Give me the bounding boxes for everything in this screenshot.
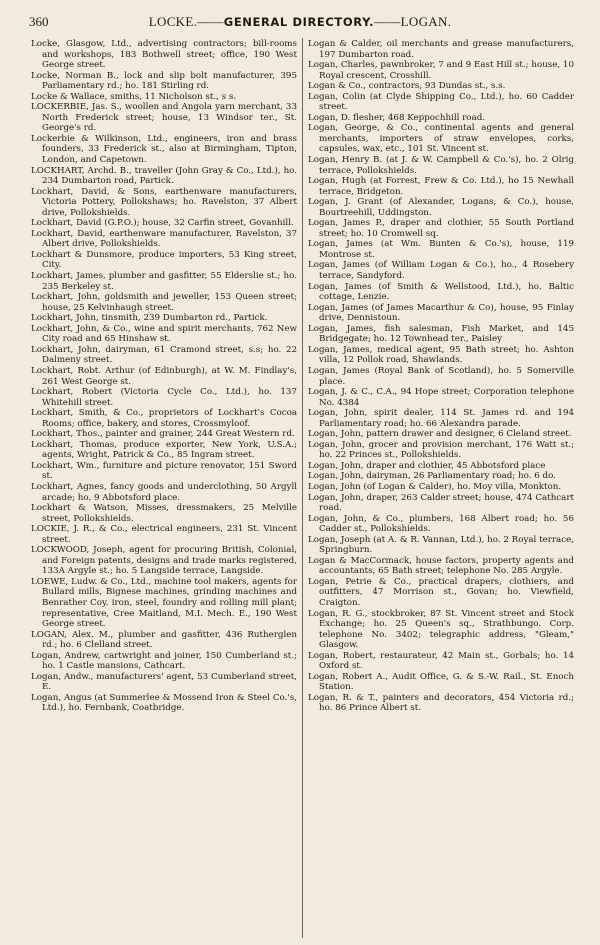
directory-entry: Logan, John, draper and clothier, 45 Abbotsford place [308, 460, 546, 471]
directory-entry: Logan, Robert A., Audit Office, G. & S.-W. Rail., St. Enoch Station. [308, 671, 574, 693]
directory-entry: Lockhart & Watson, Misses, dressmakers, 25 Melville street, Pollokshields. [31, 503, 297, 524]
directory-entry: Lockhart, John, goldsmith and jeweller, 153 Queen street; house, 25 Kelvinhaugh street. [31, 292, 297, 313]
directory-entry: Lockhart & Dunsmore, produce importers, 53 King street, City. [31, 249, 297, 271]
directory-entry: Lockhart, Robt. Arthur (of Edinburgh), at W. M. Findlay's, 261 West George st. [31, 365, 297, 387]
running-head [0, 14, 600, 30]
directory-entry: Locke, Norman B., lock and slip bolt manufacturer, 395 Parliamentary rd.; ho. 181 Stirling rd. [31, 70, 297, 92]
header-dash-left: —— [197, 14, 224, 29]
running-head-left: LOCKE. [148, 14, 198, 29]
directory-entry: Logan, James, medical agent, 95 Bath street; ho. Ashton villa, 12 Pollok road, Shawlands. [308, 344, 574, 366]
left-column [31, 39, 297, 941]
directory-entry: Logan, James, fish salesman, Fish Market, and 145 Bridgegate; ho. 12 Townhead ter., Paisley [308, 323, 574, 345]
directory-entry: Logan, John, grocer and provision merchant, 176 Watt st.; ho. 22 Princes st., Pollokshields. [308, 439, 574, 461]
directory-entry: Logan, R. G., stockbroker, 87 St. Vincent street and Stock Exchange; ho. 25 Queen's sq., Strathbungo. Corp. telephone No. 3402; telegraphic address, "Gleam," Glasgow. [308, 608, 574, 651]
directory-entry: Lockhart, John, & Co., wine and spirit merchants, 762 New City road and 65 Hinshaw st. [31, 323, 297, 345]
running-head-right: LOGAN. [400, 14, 452, 29]
directory-entry: Logan, Hugh (at Forrest, Frew & Co. Ltd.), ho 15 Newhall terrace, Bridgeton. [308, 176, 574, 197]
column-divider [302, 38, 303, 938]
directory-entry: LOCKHART, Archd. B., traveller (John Gray & Co., Ltd.), ho. 234 Dumbarton road, Partick. [31, 165, 297, 187]
header-dash-right: —— [374, 14, 401, 29]
directory-entry: Logan, Andw., manufacturers' agent, 53 Cumberland street, E. [31, 671, 297, 693]
directory-entry: Logan, James (of William Logan & Co.), ho., 4 Rosebery terrace, Sandyford. [308, 260, 574, 282]
directory-entry: Logan, John, spirit dealer, 114 St. James rd. and 194 Parliamentary road; ho. 66 Alexandra parade. [308, 408, 574, 429]
directory-entry: Logan & Co., contractors, 93 Dundas st., s.s. [308, 81, 506, 92]
directory-entry: Lockhart, John, tinsmith, 239 Dumbarton rd., Partick. [31, 313, 268, 324]
directory-entry: LOCKIE, J. R., & Co., electrical engineers, 231 St. Vincent street. [31, 524, 297, 545]
directory-entry: Locke & Wallace, smiths, 11 Nicholson st., s s. [31, 91, 237, 102]
directory-entry: Logan, John, draper, 263 Calder street; house, 474 Cathcart road. [308, 492, 574, 514]
directory-entry: Logan, Angus (at Summerlee & Mossend Iron & Steel Co.'s, Ltd.), ho. Fernbank, Coatbridge. [31, 692, 297, 714]
directory-entry: LOGAN, Alex. M., plumber and gasfitter, 436 Rutherglen rd.; ho. 6 Clelland street. [31, 629, 297, 651]
running-head-title: GENERAL DIRECTORY. [223, 15, 375, 29]
directory-entry: LOEWE, Ludw. & Co., Ltd., machine tool makers, agents for Bullard mills, Bignese machines, grinding machines and Benrather Coy. iron, steel, foundry and rolling mill plant; representative, Cree Maitland, M.I. Mech. E., 190 West George street. [31, 576, 297, 630]
directory-entry: Lockhart, Thos., painter and grainer, 244 Great Western rd. [31, 429, 295, 440]
directory-entry: Logan, J. Grant (of Alexander, Logans, & Co.), house, Bourtreehill, Uddingston. [308, 197, 574, 218]
directory-entry: LOCKWOOD, Joseph, agent for procuring British, Colonial, and Foreign patents, designs and trade marks registered, 133A Argyle st.; ho. 5 Langside terrace, Langside. [31, 545, 297, 577]
directory-entry: Logan, R. & T., painters and decorators, 454 Victoria rd.; ho. 86 Prince Albert st. [308, 692, 574, 714]
directory-entry: Lockhart, David, & Sons, earthenware manufacturers, Victoria Pottery, Pollokshaws; ho. Ravelston, 37 Albert drive, Pollokshields. [31, 186, 297, 218]
directory-entry: Lockhart, David, earthenware manufacturer, Ravelston, 37 Albert drive, Pollokshields. [31, 228, 297, 250]
directory-entry: Logan, James (at Wm. Bunten & Co.'s), house, 119 Montrose st. [308, 239, 574, 260]
directory-entry: Logan, Joseph (at A. & R. Vannan, Ltd.), ho. 2 Royal terrace, Springburn. [308, 534, 574, 556]
directory-entry: Logan, John, dairyman, 26 Parliamentary road; ho. 6 do. [308, 471, 556, 482]
directory-entry: Lockhart, Thomas, produce exporter, New York, U.S.A.; agents, Wright, Patrick & Co., 85 Ingram street. [31, 439, 297, 461]
directory-entry: Logan, James (of Smith & Wellstood, Ltd.), ho. Baltic cottage, Lenzie. [308, 281, 574, 303]
directory-entry: Logan, John, & Co., plumbers, 168 Albert road; ho. 56 Cadder st., Pollokshields. [308, 513, 574, 535]
directory-entry: Lockhart, Wm., furniture and picture renovator, 151 Sword st. [31, 460, 297, 482]
directory-entry: Lockhart, David (G.P.O.); house, 32 Carfin street, Govanhill. [31, 218, 294, 229]
directory-entry: Logan, Andrew, cartwright and joiner, 150 Cumberland st.; ho. 1 Castle mansions, Cathcart. [31, 650, 297, 672]
directory-entry: Lockhart, Agnes, fancy goods and underclothing, 50 Argyll arcade; ho. 9 Abbotsford place. [31, 481, 297, 503]
directory-entry: Lockhart, James, plumber and gasfitter, 55 Elderslie st.; ho. 235 Berkeley st. [31, 271, 297, 292]
directory-entry: Logan, John (of Logan & Calder), ho. Moy villa, Monkton. [308, 481, 562, 492]
page-number: 360 [29, 14, 49, 29]
directory-entry: Lockhart, John, dairyman, 61 Cramond street, s.s; ho. 22 Dalmeny street. [31, 344, 297, 366]
directory-entry: Locke, Glasgow, Ltd., advertising contractors; bill-rooms and workshops, 183 Bothwell street; office, 190 West George street. [31, 39, 297, 71]
right-column [308, 39, 574, 941]
directory-entry: Logan, James (of James Macarthur & Co), house, 95 Finlay drive, Dennistoun. [308, 302, 574, 324]
directory-entry: Logan, Henry B. (at J. & W. Campbell & Co.'s), ho. 2 Olrig terrace, Pollokshields. [308, 155, 574, 176]
directory-entry: Lockerbie & Wilkinson, Ltd., engineers, iron and brass founders, 33 Frederick st., also at Birmingham, Tipton, London, and Capetown. [31, 133, 297, 166]
directory-entry: Logan, John, pattern drawer and designer, 6 Cleland street. [308, 429, 572, 440]
directory-entry: Logan, James (Royal Bank of Scotland), ho. 5 Somerville place. [308, 365, 574, 387]
page-header [0, 14, 600, 32]
directory-entry: Logan, George, & Co., continental agents and general merchants, importers of straw envelopes, corks, capsules, wax, etc., 101 St. Vincent st. [308, 123, 574, 155]
directory-entry: Logan, D. flesher, 468 Keppochhill road. [308, 112, 486, 123]
directory-entry: Logan, J. & C., C.A., 94 Hope street; Corporation telephone No. 4384 [308, 387, 574, 408]
directory-entry: Lockhart, Robert (Victoria Cycle Co., Ltd.), ho. 137 Whitehill street. [31, 387, 297, 408]
directory-entry: Logan, Robert, restaurateur, 42 Main st., Gorbals; ho. 14 Oxford st. [308, 650, 574, 672]
directory-entry: Logan, James P., draper and clothier, 55 South Portland street; ho. 10 Cromwell sq. [308, 218, 574, 239]
directory-entry: Logan, Petrie & Co., practical drapers, clothiers, and outfitters, 47 Morrison st., Govan; ho. Viewfield, Craigton. [308, 576, 574, 608]
directory-entry: LOCKERBIE, Jas. S., woollen and Angola yarn merchant, 33 North Frederick street; house, 13 Windsor ter., St. George's rd. [31, 102, 297, 134]
directory-entry: Logan, Charles, pawnbroker, 7 and 9 East Hill st.; house, 10 Royal crescent, Crosshill. [308, 60, 574, 81]
directory-entry: Logan, Colin (at Clyde Shipping Co., Ltd.), ho. 60 Cadder street. [308, 91, 574, 113]
directory-entry: Lockhart, Smith, & Co., proprietors of Lockhart's Cocoa Rooms; office, bakery, and stores, Crossmyloof. [31, 408, 297, 429]
directory-entry: Logan & Calder, oil merchants and grease manufacturers, 197 Dumbarton road. [308, 39, 574, 60]
directory-entry: Logan & MacCormack, house factors, property agents and accountants, 65 Bath street; telephone No. 285 Argyle. [308, 555, 574, 577]
